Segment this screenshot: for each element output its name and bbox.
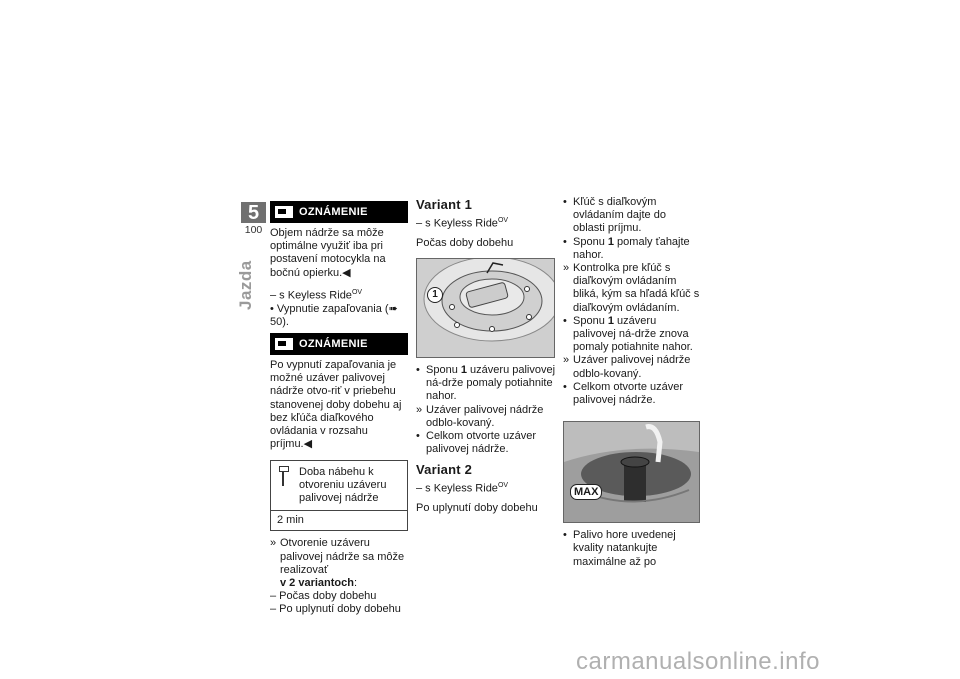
step-item: • Celkom otvorte uzáver palivovej nádrže. (563, 380, 684, 407)
variant-option: – Po uplynutí doby dobehu (270, 603, 401, 616)
run-on-label: Počas doby dobehu (416, 236, 514, 249)
step-item: • Palivo hore uvedenej kvality natankujte maximálne až po (563, 529, 676, 568)
notice-label: OZNÁMENIE (299, 206, 368, 218)
fuel-filler-photo (563, 421, 700, 523)
fuel-cap-icon (277, 466, 289, 488)
after-run-on-label: Po uplynutí doby dobehu (416, 502, 538, 515)
step-item: • Celkom otvorte uzáver palivovej nádrže. (416, 430, 537, 456)
ignition-step: • Vypnutie zapaľovania (➠ 50). (270, 302, 398, 328)
chapter-number: 5 (241, 202, 266, 223)
step-item: • Sponu 1 uzáveru palivovej ná-drže znova pomaly potiahnite nahor. (563, 314, 693, 354)
page-number: 100 (244, 224, 263, 236)
notice-label: OZNÁMENIE (299, 338, 368, 351)
notice-text: Objem nádrže sa môže optimálne využiť iba pri postavení motocykla na bočnú opierku.◀ (270, 227, 386, 279)
variant-option: – Počas doby dobehu (270, 590, 377, 603)
keyless-option: – s Keyless Ride$^{OV}$ (416, 217, 509, 230)
notice-text: Po vypnutí zapaľovania je možné uzáver palivovej nádrže otvo-riť v priebehu stanovenej doby dobehu aj bez kľúča diaľkového ovládania v rozsahu príjmu.◀ (270, 359, 402, 451)
keyless-option: – s Keyless Ride$^{OV}$ (270, 288, 363, 302)
fuel-filler-illustration (564, 422, 699, 522)
variant-heading: Variant 2 (416, 462, 472, 478)
spec-label: Doba nábehu k otvoreniu uzáveru palivovej nádrže (299, 465, 387, 504)
step-item: • Sponu 1 pomaly ťahajte nahor. (563, 235, 690, 261)
result-item: » Kontrolka pre kľúč s diaľkovým ovládaním bliká, kým sa hľadá kľúč s diaľkovým ovládaním. (563, 262, 700, 314)
step-item: • Kľúč s diaľkovým ovládaním dajte do oblasti príjmu. (563, 196, 666, 235)
spec-value: 2 min (271, 510, 407, 530)
variant-heading: Variant 1 (416, 197, 472, 212)
notice-banner (270, 333, 408, 355)
fuel-cap-photo (416, 258, 555, 358)
notice-banner (270, 201, 408, 223)
column-2 (416, 197, 556, 516)
notice-icon (275, 206, 293, 218)
spec-box (270, 460, 408, 532)
step-item: • Sponu 1 uzáveru palivovej ná-drže pomaly potiahnite nahor. (416, 364, 556, 403)
result-item: » Otvorenie uzáveru palivovej nádrže sa môže realizovať v 2 variantoch: (270, 537, 405, 589)
column-3 (563, 196, 700, 569)
watermark: carmanualsonline.info (576, 648, 820, 675)
callout-1: 1 (427, 287, 443, 303)
result-item: » Uzáver palivovej nádrže odblo-kovaný. (416, 403, 544, 429)
column-1 (270, 201, 408, 617)
fuel-cap-illustration (417, 259, 554, 357)
result-item: » Uzáver palivovej nádrže odblo-kovaný. (563, 354, 691, 380)
keyless-option: – s Keyless Ride$^{OV}$ (416, 482, 509, 496)
max-mark-label: MAX (570, 484, 602, 500)
notice-icon (275, 338, 293, 350)
chapter-title: Jazda (236, 260, 255, 310)
